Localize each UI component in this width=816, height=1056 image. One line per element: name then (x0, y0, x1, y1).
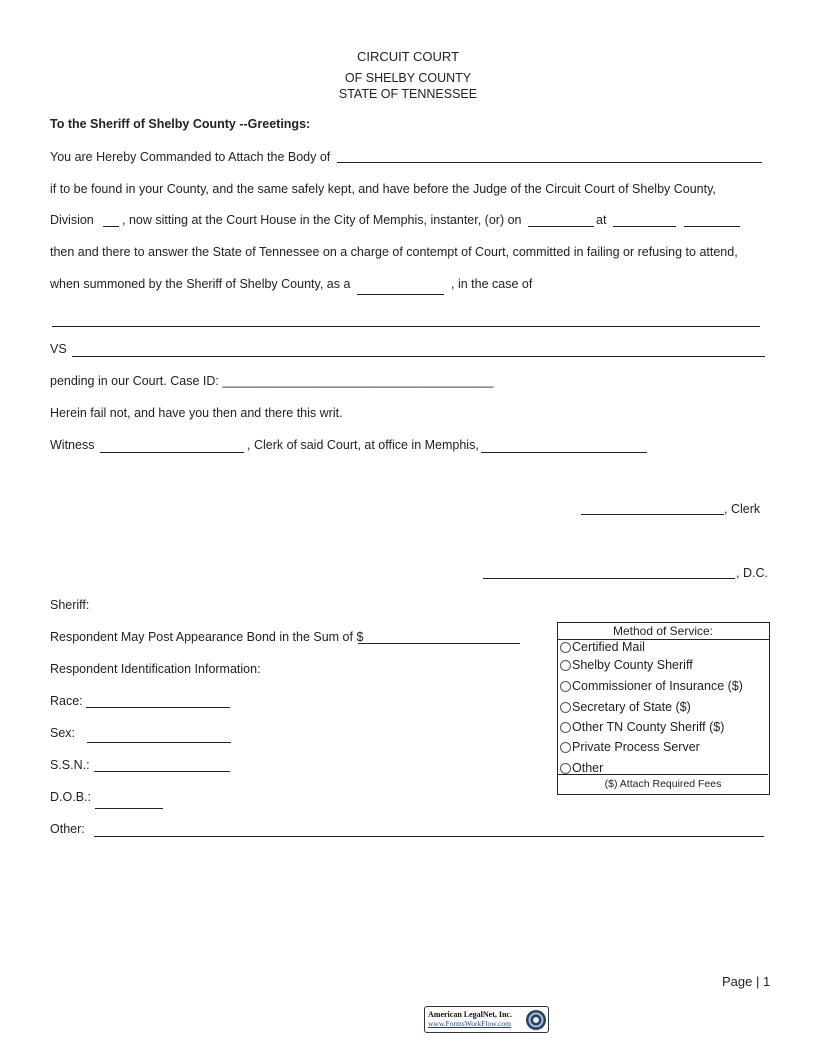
time-field[interactable] (613, 226, 676, 227)
race-label: Race: (50, 694, 83, 708)
salutation: To the Sheriff of Shelby County --Greetings: (50, 117, 311, 131)
other-label: Other: (50, 822, 85, 836)
at-label: at (596, 213, 607, 227)
service-option-secretary-of-state[interactable]: Secretary of State ($) (560, 700, 691, 714)
ident-heading: Respondent Identification Information: (50, 662, 261, 676)
bond-amount-field[interactable] (358, 643, 520, 644)
radio-icon[interactable] (560, 742, 571, 753)
role-field[interactable] (357, 294, 444, 295)
custody-text: if to be found in your County, and the same safely kept, and have before the Judge of the Circuit Court of Shelby County, (50, 182, 716, 196)
state-name: STATE OF TENNESSEE (338, 87, 478, 101)
case-id-line[interactable]: pending in our Court. Case ID: _______________________________________ (50, 374, 494, 388)
herein-text: Herein fail not, and have you then and there this writ. (50, 406, 343, 420)
dob-label: D.O.B.: (50, 790, 91, 804)
logo-url[interactable]: www.FormsWorkFlow.com (428, 1019, 512, 1028)
other-field[interactable] (94, 836, 764, 837)
witness-label: Witness (50, 438, 95, 452)
radio-icon[interactable] (560, 681, 571, 692)
dc-signature-field[interactable] (483, 578, 735, 579)
radio-icon[interactable] (560, 722, 571, 733)
clerk-signature-field[interactable] (581, 514, 724, 515)
witness-date-field[interactable] (481, 452, 647, 453)
logo[interactable] (424, 1006, 549, 1033)
court-title: CIRCUIT COURT (356, 49, 460, 64)
service-title: Method of Service: (612, 624, 714, 638)
service-option-other[interactable]: Other (560, 761, 603, 775)
sex-label: Sex: (50, 726, 76, 740)
witness-field[interactable] (100, 452, 244, 453)
ssn-field[interactable] (94, 771, 230, 772)
service-option-other-tn-sheriff[interactable]: Other TN County Sheriff ($) (560, 720, 724, 734)
body-name-field[interactable] (337, 162, 762, 163)
ssn-label: S.S.N.: (50, 758, 90, 772)
bond-label: Respondent May Post Appearance Bond in the Sum of $ (50, 630, 364, 644)
clerk-label: , Clerk (724, 502, 761, 516)
globe-icon (525, 1009, 547, 1031)
dob-field[interactable] (95, 808, 163, 809)
service-option-private-server[interactable]: Private Process Server (560, 740, 700, 754)
vs-label: VS (50, 342, 67, 356)
radio-icon[interactable] (560, 702, 571, 713)
logo-name: American LegalNet, Inc. (428, 1010, 512, 1019)
clerk-office-text: , Clerk of said Court, at office in Memphis, (247, 438, 479, 452)
command-text: You are Hereby Commanded to Attach the Body of (50, 150, 331, 164)
ampm-field[interactable] (684, 226, 740, 227)
summoned-text: when summoned by the Sheriff of Shelby County, as a (50, 277, 351, 291)
courthouse-text: , now sitting at the Court House in the City of Memphis, instanter, (or) on (122, 213, 522, 227)
county-name: OF SHELBY COUNTY (344, 71, 472, 85)
page-number: Page | 1 (722, 974, 771, 989)
plaintiff-field[interactable] (52, 326, 760, 327)
service-option-certified-mail[interactable]: Certified Mail (560, 640, 645, 654)
race-field[interactable] (86, 707, 230, 708)
radio-icon[interactable] (560, 660, 571, 671)
case-of-text: , in the case of (451, 277, 533, 291)
division-label: Division (50, 213, 94, 227)
date-field[interactable] (528, 226, 594, 227)
service-option-shelby-sheriff[interactable]: Shelby County Sheriff (560, 658, 693, 672)
radio-icon[interactable] (560, 763, 571, 774)
division-field[interactable] (103, 226, 119, 227)
dc-label: , D.C. (736, 566, 768, 580)
radio-icon[interactable] (560, 642, 571, 653)
sex-field[interactable] (87, 742, 231, 743)
service-option-commissioner[interactable]: Commissioner of Insurance ($) (560, 679, 743, 693)
sheriff-label: Sheriff: (50, 598, 90, 612)
defendant-field[interactable] (72, 356, 765, 357)
charge-text: then and there to answer the State of Tennessee on a charge of contempt of Court, committed in failing or refusing to attend, (50, 245, 738, 259)
fees-footnote: ($) Attach Required Fees (604, 778, 722, 790)
